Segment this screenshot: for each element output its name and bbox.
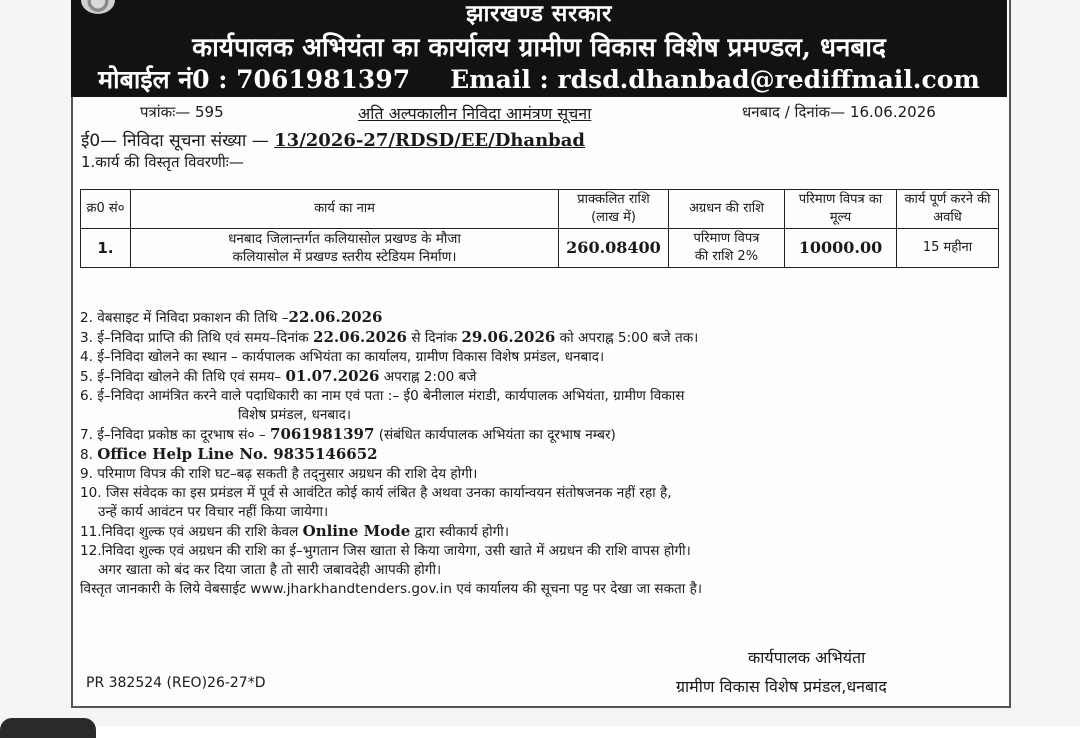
notice-header [71, 0, 1007, 97]
item-text: 5. ई–निविदा खोलने की तिथि एवं समय– [80, 369, 286, 385]
email-address: Email : rdsd.dhanbad@rediffmail.com [450, 65, 980, 94]
cell-period: 15 महीना [897, 229, 999, 268]
list-item [80, 328, 1000, 348]
cell-work-name [131, 229, 559, 268]
pr-number: PR 382524 (REO)26-27*D [86, 675, 266, 691]
signatory-title: कार्यपालक अभियंता [748, 648, 866, 667]
government-name: झारखण्ड सरकार [466, 0, 612, 27]
item-text: द्वारा स्वीकार्य होगी। [410, 524, 509, 540]
item-text: 10. जिस संवेदक का इस प्रमंडल में पूर्व से आवंटित कोई कार्य लंबित है अथवा उनका कार्यान्वयन संतोषजनक नहीं रहा है, [80, 485, 672, 501]
mobile-number: मोबाईल नं0 : 7061981397 [98, 65, 411, 94]
list-item-continuation [80, 406, 1000, 425]
item-date: 22.06.2026 [313, 328, 407, 346]
office-name: कार्यपालक अभियंता का कार्यालय ग्रामीण विकास विशेष प्रमण्डल, धनबाद [192, 33, 886, 63]
contact-line [71, 62, 1007, 96]
item-text: से दिनांक [407, 330, 462, 346]
item-text: अगर खाता को बंद कर दिया जाता है तो सारी जबावदेही आपकी होगी। [98, 562, 442, 578]
corner-overlay [0, 718, 96, 738]
list-item [80, 465, 1000, 484]
list-item [80, 484, 1000, 503]
list-item [80, 542, 1000, 561]
col-header-work-name: कार्य का नाम [131, 190, 559, 229]
col-header-earnest-money: अग्रधन की राशि [669, 190, 785, 229]
work-details-heading: 1.कार्य की विस्तृत विवरणीः— [81, 153, 244, 171]
list-item [80, 522, 1000, 542]
item-text: 4. ई–निविदा खोलने का स्थान – कार्यपालक अभियंता का कार्यालय, ग्रामीण विकास विशेष प्रमंडल, धनबाद। [80, 349, 605, 365]
item-text: 11.निविदा शुल्क एवं अग्रधन की राशि केवल [80, 524, 303, 540]
list-item [80, 387, 1000, 406]
earnest-line-1: परिमाण विपत्र [693, 231, 760, 246]
letter-number: पत्रांकः— 595 [140, 103, 224, 121]
table-row [81, 229, 999, 268]
list-item [80, 580, 1000, 599]
tender-number: 13/2026-27/RDSD/EE/Dhanbad [274, 130, 586, 151]
work-details-table [80, 189, 999, 268]
list-item [80, 445, 1000, 465]
item-text: 6. ई–निविदा आमंत्रित करने वाले पदाधिकारी का नाम एवं पता :– ई0 बेनीलाल मंराडी, कार्यपालक अभियंता, ग्रामीण विकास [80, 388, 685, 404]
item-text: 3. ई–निविदा प्राप्ति की तिथि एवं समय–दिनांक [80, 330, 314, 346]
item-text: 2. वेबसाइट में निविदा प्रकाशन की तिथि – [80, 310, 289, 326]
item-date: 01.07.2026 [285, 367, 380, 385]
list-item-continuation [80, 561, 1000, 580]
item-text: (संबंधित कार्यपालक अभियंता का दूरभाष नम्बर) [374, 427, 616, 443]
place-date: धनबाद / दिनांक— 16.06.2026 [742, 103, 936, 121]
item-text: 7. ई–निविदा प्रकोष्ठ का दूरभाष सं० – [80, 427, 271, 443]
item-text: विशेष प्रमंडल, धनबाद। [238, 407, 352, 423]
item-text: 9. परिमाण विपत्र की राशि घट–बढ़ सकती है तद्नुसार अग्रधन की राशि देय होगी। [80, 466, 478, 482]
item-phone: 7061981397 [270, 425, 375, 443]
signatory-office: ग्रामीण विकास विशेष प्रमंडल,धनबाद [676, 677, 887, 696]
item-date: 29.06.2026 [461, 328, 556, 346]
work-name-line-1: धनबाद जिलान्तर्गत कलियासोल प्रखण्ड के मौजा [228, 231, 461, 247]
col-header-period: कार्य पूर्ण करने की अवधि [897, 190, 999, 229]
cell-earnest-money [669, 229, 785, 268]
item-date: 22.06.2026 [288, 308, 383, 326]
item-text: 12.निविदा शुल्क एवं अग्रधन की राशि का ई–भुगतान जिस खाता से किया जायेगा, उसी खाते में अग्रधन की राशि वापस होगी। [80, 543, 691, 559]
notice-items [80, 308, 1000, 599]
work-name-line-2: कलियासोल में प्रखण्ड स्तरीय स्टेडियम निर्माण। [232, 249, 457, 265]
list-item [80, 425, 1000, 445]
cell-boq-cost: 10000.00 [785, 229, 897, 268]
col-header-boq-cost: परिमाण विपत्र का मूल्य [785, 190, 897, 229]
list-item [80, 348, 1000, 367]
col-header-estimate: प्राक्कलित राशि (लाख में) [559, 190, 669, 229]
item-text: 8. [80, 447, 98, 463]
list-item-continuation [80, 503, 1000, 522]
tender-number-label: ई0— निविदा सूचना संख्या — [81, 131, 275, 151]
cell-sr: 1. [81, 229, 131, 268]
notice-title: अति अल्पकालीन निविदा आमंत्रण सूचना [358, 104, 592, 123]
online-mode: Online Mode [302, 522, 411, 540]
item-text: अपराह्न 2:00 बजे [379, 369, 477, 385]
tender-number-line [81, 128, 585, 151]
list-item [80, 367, 1000, 387]
item-text: विस्तृत जानकारी के लिये वेबसाईट www.jharkhandtenders.gov.in एवं कार्यालय की सूचना पट्ट पर देखा जा सकता है। [80, 581, 703, 597]
cell-estimate: 260.08400 [559, 229, 669, 268]
item-text: को अपराह्न 5:00 बजे तक। [555, 330, 699, 346]
table-header-row [81, 190, 999, 229]
item-text: उन्हें कार्य आवंटन पर विचार नहीं किया जायेगा। [98, 504, 329, 520]
helpline: Office Help Line No. 9835146652 [97, 445, 378, 463]
earnest-line-2: की राशि 2% [694, 249, 759, 264]
list-item [80, 308, 1000, 328]
col-header-sr: क्र0 सं० [81, 190, 131, 229]
